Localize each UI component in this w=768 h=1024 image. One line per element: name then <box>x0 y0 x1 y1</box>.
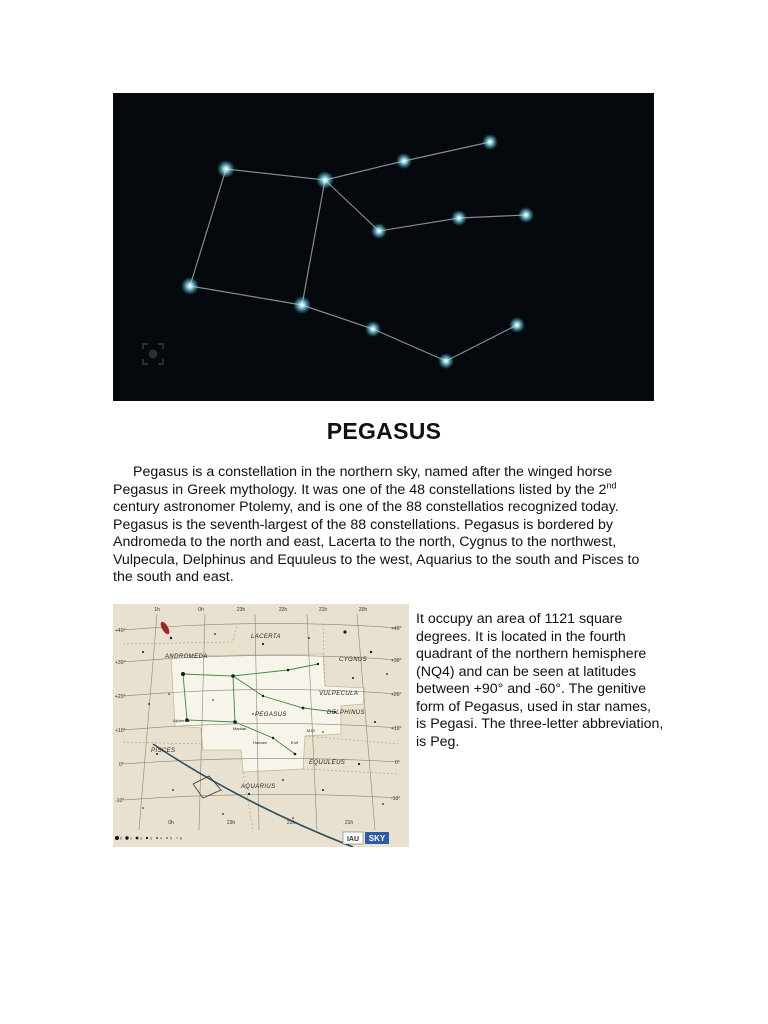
constellation-image <box>113 93 654 401</box>
dec-label-right: -10° <box>391 796 401 802</box>
star-chart-image <box>113 604 409 847</box>
constellation-label: LACERTA <box>251 634 281 640</box>
dec-label-right: +20° <box>391 692 402 698</box>
area-paragraph: It occupy an area of 1121 square degrees. It is located in the fourth quadrant of the northern hemisphere (NQ4) and can be seen at latitudes between +90° and -60°. The genitive form of Pegasus, used in star names, is Pegasi. The three-letter abbreviation, is Peg. <box>416 611 664 750</box>
legend-label: 6 <box>180 836 182 841</box>
page-title: PEGASUS <box>326 418 442 444</box>
star <box>451 210 467 226</box>
legend-label: 0 <box>120 836 122 841</box>
star <box>482 134 498 150</box>
dec-label-left: +40° <box>115 628 126 634</box>
star <box>509 317 525 333</box>
ra-label-bottom: 22h <box>286 820 296 826</box>
star-label: Enif <box>291 740 298 745</box>
star-label: Alpheratz <box>173 718 190 723</box>
ra-label-bottom: 0h <box>168 820 174 826</box>
ra-label-top: 21h <box>318 607 328 613</box>
legend-label: 2 <box>140 836 142 841</box>
ra-label-top: 1h <box>154 607 160 613</box>
constellation-label: PISCES <box>151 748 176 754</box>
ordinal-suffix: nd <box>606 479 617 490</box>
ra-label-bottom: 21h <box>344 820 354 826</box>
ra-label-bottom: 23h <box>226 820 236 826</box>
constellation-label: PEGASUS <box>255 712 287 718</box>
constellation-label: CYGNUS <box>339 657 368 663</box>
lens-icon[interactable] <box>143 344 163 364</box>
star <box>396 153 412 169</box>
legend-label: 5 <box>170 836 172 841</box>
dec-label-left: 0° <box>119 762 124 768</box>
star <box>438 353 454 369</box>
magnitude-legend <box>115 836 182 841</box>
dec-label-left: +10° <box>115 728 126 734</box>
star <box>365 321 381 337</box>
star <box>217 160 235 178</box>
dec-label-right: +10° <box>391 726 402 732</box>
star-chart <box>113 604 409 847</box>
galaxy-mark <box>159 620 171 635</box>
intro-paragraph <box>113 464 658 587</box>
dec-label-left: +30° <box>115 660 126 666</box>
dec-label-left: +20° <box>115 694 126 700</box>
dec-label-right: +30° <box>391 658 402 664</box>
constellation-label: VULPECULA <box>319 691 359 697</box>
legend-label: 4 <box>160 836 162 841</box>
constellation-label: AQUARIUS <box>241 784 276 790</box>
star <box>371 223 387 239</box>
dec-label-right: +40° <box>391 626 402 632</box>
legend-label: 1 <box>130 836 132 841</box>
ra-label-top: 20h <box>358 607 368 613</box>
ra-label-top: 23h <box>236 607 246 613</box>
star <box>181 277 199 295</box>
constellation-label: ANDROMEDA <box>165 654 208 660</box>
star-label: Markab <box>233 726 247 731</box>
sky-logo: SKY <box>368 834 386 843</box>
iau-logo: IAU <box>346 836 360 843</box>
ra-label-top: 0h <box>198 607 204 613</box>
legend-label: 3 <box>150 836 152 841</box>
intro-text-2: century astronomer Ptolemy, and is one of the 88 constellatios recognized today. Pegasus is the seventh-largest of the 88 constellations. Pegasus is bordered by Andromeda to the north and east, Lacerta to the north, Cygnus to the northwest, Vulpecula, Delphinus and Equuleus to the west, Aquarius to the south and Pisces to the south and east. <box>113 499 640 585</box>
star-label: Homam <box>253 740 268 745</box>
ra-label-top: 22h <box>278 607 288 613</box>
star <box>293 296 311 314</box>
dec-label-right: 0° <box>395 760 400 766</box>
dec-label-left: -10° <box>115 798 125 804</box>
star-label: M15 <box>307 728 315 733</box>
pegasus-constellation-lines <box>113 93 654 401</box>
star <box>518 207 534 223</box>
constellation-label: EQUULEUS <box>309 760 346 766</box>
star <box>316 171 334 189</box>
constellation-label: DELPHINUS <box>327 710 365 716</box>
intro-text-1: Pegasus is a constellation in the northern sky, named after the winged horse Pegasus in Greek mythology. It was one of the 48 constellations listed by the 2 <box>113 464 613 498</box>
